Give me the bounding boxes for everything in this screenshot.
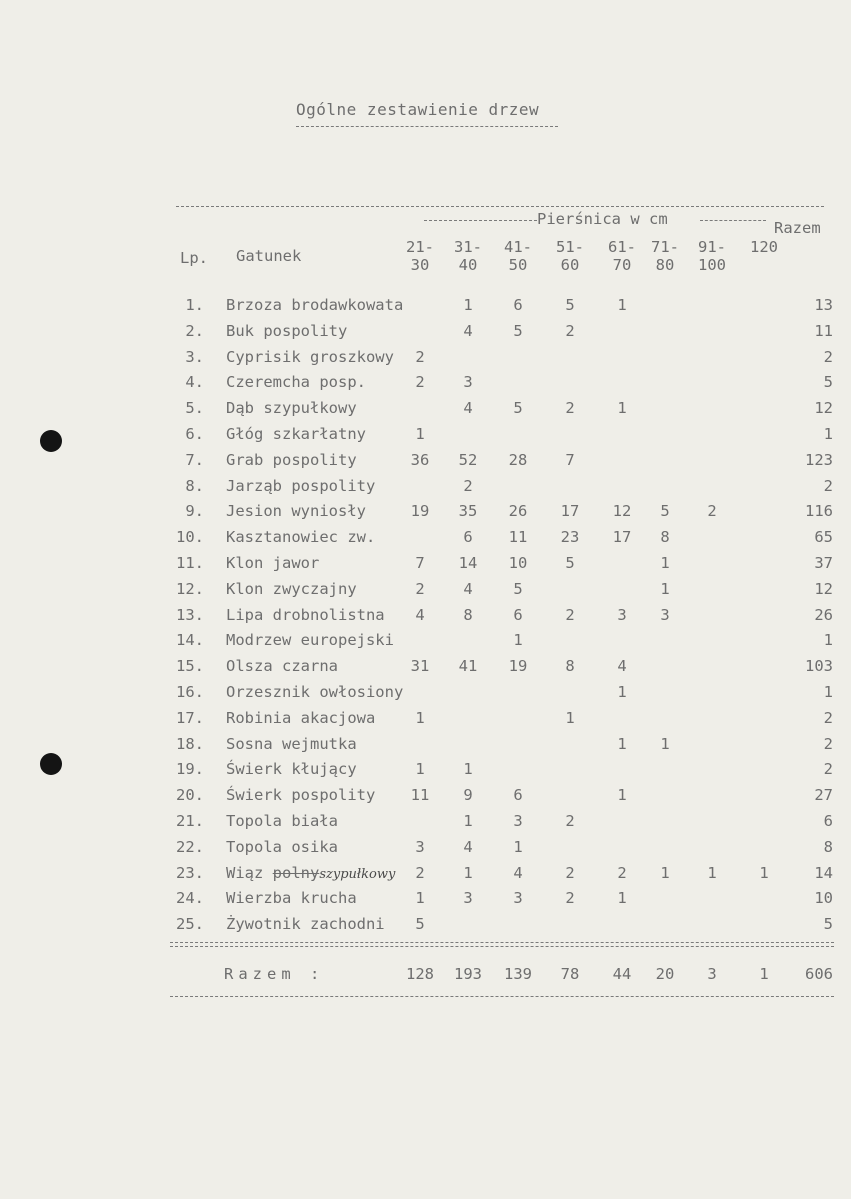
species-name [226, 709, 375, 727]
count-cell: 6 [463, 528, 473, 547]
species-name [226, 838, 338, 856]
count-cell: 5 [513, 321, 523, 340]
row-number: 7. [185, 450, 204, 469]
species-name-text: Jarząb pospolity [226, 476, 376, 495]
row-number: 18. [176, 734, 204, 753]
range-header-bottom: 40 [458, 256, 478, 274]
row-number: 2. [185, 321, 204, 340]
species-name [226, 631, 394, 649]
count-cell: 17 [560, 502, 580, 521]
range-header-top: 51- [556, 238, 584, 256]
species-name [226, 864, 395, 884]
range-header-bottom: 50 [508, 256, 528, 274]
species-name-text: Sosna wejmutka [226, 734, 357, 753]
row-number: 20. [176, 786, 204, 805]
count-cell: 2 [415, 373, 425, 392]
count-cell: 1 [660, 554, 670, 572]
table-end-rule [170, 996, 834, 997]
count-cell: 1 [463, 812, 473, 830]
row-number: 22. [176, 837, 204, 856]
count-cell: 11 [508, 528, 528, 547]
row-total: 5 [823, 915, 833, 934]
row-total: 2 [823, 734, 833, 753]
count-cell: 7 [565, 450, 575, 469]
count-cell: 23 [560, 528, 580, 547]
count-cell: 2 [565, 321, 575, 340]
count-cell: 1 [565, 708, 575, 727]
lp-header: Lp. [180, 249, 208, 267]
species-name [226, 554, 319, 572]
row-number: 13. [176, 605, 204, 624]
count-cell: 1 [617, 889, 627, 908]
species-name-text: Klon zwyczajny [226, 579, 357, 598]
count-cell: 4 [617, 657, 627, 676]
count-cell: 28 [508, 450, 528, 469]
count-cell: 12 [612, 502, 632, 521]
handwritten-correction: szypułkowy [319, 866, 396, 882]
species-name [226, 812, 338, 830]
species-name-text: Cyprisik groszkowy [226, 347, 394, 366]
piersnica-rule-right [700, 220, 766, 221]
row-number: 12. [176, 579, 204, 598]
count-cell: 10 [508, 554, 528, 572]
count-cell: 7 [415, 554, 425, 572]
species-name [226, 451, 357, 469]
count-cell: 41 [458, 657, 478, 676]
row-total: 2 [823, 476, 833, 495]
count-cell: 8 [463, 605, 473, 624]
species-name-text: Topola osika [226, 837, 338, 856]
count-cell: 1 [415, 425, 425, 443]
count-cell: 2 [565, 812, 575, 830]
count-cell: 1 [617, 734, 627, 753]
species-name-text: Dąb szypułkowy [226, 399, 357, 418]
count-cell: 3 [513, 812, 523, 830]
row-number: 9. [185, 502, 204, 521]
species-name-text: Olsza czarna [226, 657, 338, 676]
count-cell: 17 [612, 528, 632, 547]
table-bottom-rule-1 [170, 942, 834, 943]
species-name [226, 657, 338, 675]
count-cell: 4 [463, 321, 473, 340]
range-header-top: 71- [651, 238, 679, 256]
count-cell: 1 [660, 734, 670, 753]
row-number: 17. [176, 708, 204, 727]
row-number: 15. [176, 657, 204, 676]
row-number: 19. [176, 760, 204, 779]
count-cell: 2 [565, 863, 575, 882]
species-name [226, 915, 385, 933]
species-name-text: Kasztanowiec zw. [226, 528, 376, 547]
column-total: 3 [707, 965, 717, 983]
count-cell: 6 [513, 786, 523, 805]
count-cell: 26 [508, 502, 528, 521]
column-total: 139 [504, 965, 532, 983]
row-total: 12 [814, 579, 833, 598]
species-name-text: Żywotnik zachodni [226, 915, 385, 934]
count-cell: 2 [565, 399, 575, 418]
row-number: 6. [185, 425, 204, 443]
species-name [226, 786, 375, 804]
count-cell: 4 [463, 399, 473, 418]
row-total: 2 [823, 708, 833, 727]
species-name [226, 373, 366, 391]
species-name-text: Brzoza brodawkowata [226, 296, 404, 314]
row-number: 16. [176, 683, 204, 701]
row-number: 1. [185, 296, 204, 314]
row-total: 1 [823, 631, 833, 650]
row-total: 1 [823, 425, 833, 443]
species-name [226, 580, 357, 598]
grand-total: 606 [805, 965, 833, 983]
row-number: 21. [176, 812, 204, 830]
row-total: 2 [823, 760, 833, 779]
range-header-top: 120 [750, 238, 778, 256]
row-number: 3. [185, 347, 204, 366]
count-cell: 1 [660, 863, 670, 882]
count-cell: 6 [513, 605, 523, 624]
range-header-top: 91- [698, 238, 726, 256]
row-total: 103 [805, 657, 833, 676]
species-name [226, 889, 357, 907]
row-number: 23. [176, 863, 204, 882]
species-name-text: Świerk kłujący [226, 760, 357, 779]
table-bottom-rule-2 [170, 946, 834, 947]
count-cell: 2 [415, 863, 425, 882]
count-cell: 3 [463, 373, 473, 392]
column-total: 20 [655, 965, 675, 983]
count-cell: 1 [617, 399, 627, 418]
row-total: 12 [814, 399, 833, 418]
species-name-text: Głóg szkarłatny [226, 425, 366, 443]
species-name-text: Robinia akacjowa [226, 708, 376, 727]
row-number: 24. [176, 889, 204, 908]
row-number: 14. [176, 631, 204, 650]
count-cell: 1 [617, 296, 627, 314]
count-cell: 1 [707, 863, 717, 882]
range-header-top: 31- [454, 238, 482, 256]
count-cell: 1 [463, 296, 473, 314]
row-total: 2 [823, 347, 833, 366]
count-cell: 9 [463, 786, 473, 805]
species-name-text: Wiąz [226, 863, 264, 882]
count-cell: 19 [508, 657, 528, 676]
count-cell: 4 [415, 605, 425, 624]
count-cell: 1 [617, 786, 627, 805]
column-total: 1 [759, 965, 769, 983]
count-cell: 3 [513, 889, 523, 908]
table-top-rule [176, 206, 824, 207]
count-cell: 1 [617, 683, 627, 701]
species-name [226, 760, 357, 778]
row-total: 11 [814, 321, 833, 340]
title-underline [296, 126, 558, 127]
count-cell: 5 [565, 296, 575, 314]
range-header-bottom: 80 [655, 256, 675, 274]
punch-hole [40, 430, 62, 452]
count-cell: 36 [410, 450, 430, 469]
count-cell: 8 [660, 528, 670, 547]
species-name-text: Klon jawor [226, 554, 320, 572]
species-name [226, 735, 357, 753]
row-total: 10 [814, 889, 833, 908]
count-cell: 1 [415, 760, 425, 779]
count-cell: 3 [617, 605, 627, 624]
species-name [226, 683, 403, 701]
species-name-text: Orzesznik owłosiony [226, 683, 404, 701]
range-header-bottom: 30 [410, 256, 430, 274]
species-name [226, 348, 394, 366]
row-total: 116 [805, 502, 833, 521]
species-name [226, 425, 366, 443]
count-cell: 4 [513, 863, 523, 882]
species-name [226, 477, 375, 495]
row-total: 37 [814, 554, 833, 572]
row-number: 4. [185, 373, 204, 392]
count-cell: 14 [458, 554, 478, 572]
column-total: 193 [454, 965, 482, 983]
count-cell: 1 [759, 863, 769, 882]
range-header-top: 41- [504, 238, 532, 256]
count-cell: 11 [410, 786, 430, 805]
species-name-text: Jesion wyniosły [226, 502, 366, 521]
species-name-text: Grab pospolity [226, 450, 357, 469]
row-total: 65 [814, 528, 833, 547]
row-number: 25. [176, 915, 204, 934]
species-name-text: Lipa drobnolistna [226, 605, 385, 624]
count-cell: 2 [415, 347, 425, 366]
row-total: 123 [805, 450, 833, 469]
range-header-top: 61- [608, 238, 636, 256]
row-total: 8 [823, 837, 833, 856]
count-cell: 5 [565, 554, 575, 572]
count-cell: 6 [513, 296, 523, 314]
range-header-bottom: 70 [612, 256, 632, 274]
gatunek-header: Gatunek [236, 247, 302, 265]
species-name-text: Topola biała [226, 812, 338, 830]
count-cell: 1 [415, 889, 425, 908]
count-cell: 52 [458, 450, 478, 469]
piersnica-header: Pierśnica w cm [537, 210, 668, 228]
count-cell: 2 [707, 502, 717, 521]
species-name [226, 606, 385, 624]
count-cell: 5 [660, 502, 670, 521]
count-cell: 2 [463, 476, 473, 495]
count-cell: 1 [513, 837, 523, 856]
count-cell: 5 [513, 579, 523, 598]
count-cell: 1 [463, 863, 473, 882]
species-name [226, 399, 357, 417]
count-cell: 2 [565, 889, 575, 908]
row-total: 26 [814, 605, 833, 624]
species-name-text: Modrzew europejski [226, 631, 394, 650]
count-cell: 5 [415, 915, 425, 934]
count-cell: 2 [565, 605, 575, 624]
count-cell: 2 [415, 579, 425, 598]
species-name [226, 322, 347, 340]
count-cell: 1 [463, 760, 473, 779]
count-cell: 1 [415, 708, 425, 727]
species-name [226, 528, 375, 546]
row-total: 27 [814, 786, 833, 805]
row-total: 6 [823, 812, 833, 830]
column-total: 128 [406, 965, 434, 983]
row-number: 5. [185, 399, 204, 418]
row-number: 10. [176, 528, 204, 547]
count-cell: 35 [458, 502, 478, 521]
count-cell: 19 [410, 502, 430, 521]
row-number: 11. [176, 554, 204, 572]
count-cell: 31 [410, 657, 430, 676]
column-total: 78 [560, 965, 580, 983]
count-cell: 2 [617, 863, 627, 882]
count-cell: 3 [463, 889, 473, 908]
row-total: 13 [814, 296, 833, 314]
species-name-text: Czeremcha posp. [226, 373, 366, 392]
range-header-bottom: 60 [560, 256, 580, 274]
species-name-text: Buk pospolity [226, 321, 348, 340]
count-cell: 1 [513, 631, 523, 650]
range-header-top: 21- [406, 238, 434, 256]
range-header-bottom: 100 [698, 256, 726, 274]
count-cell: 3 [660, 605, 670, 624]
count-cell: 4 [463, 579, 473, 598]
count-cell: 3 [415, 837, 425, 856]
species-name-text: Wierzba krucha [226, 889, 357, 908]
species-name [226, 296, 403, 314]
count-cell: 4 [463, 837, 473, 856]
piersnica-rule-left [424, 220, 537, 221]
row-total: 5 [823, 373, 833, 392]
row-total: 14 [814, 863, 833, 882]
species-name [226, 502, 366, 520]
count-cell: 8 [565, 657, 575, 676]
count-cell: 1 [660, 579, 670, 598]
row-total: 1 [823, 683, 833, 701]
count-cell: 5 [513, 399, 523, 418]
razem-header: Razem [774, 219, 821, 237]
punch-hole [40, 753, 62, 775]
totals-label: Razem : [224, 965, 325, 983]
species-name-text: Świerk pospolity [226, 786, 376, 805]
column-total: 44 [612, 965, 632, 983]
row-number: 8. [185, 476, 204, 495]
document-title: Ogólne zestawienie drzew [296, 100, 540, 119]
struck-word: polny [272, 863, 320, 882]
